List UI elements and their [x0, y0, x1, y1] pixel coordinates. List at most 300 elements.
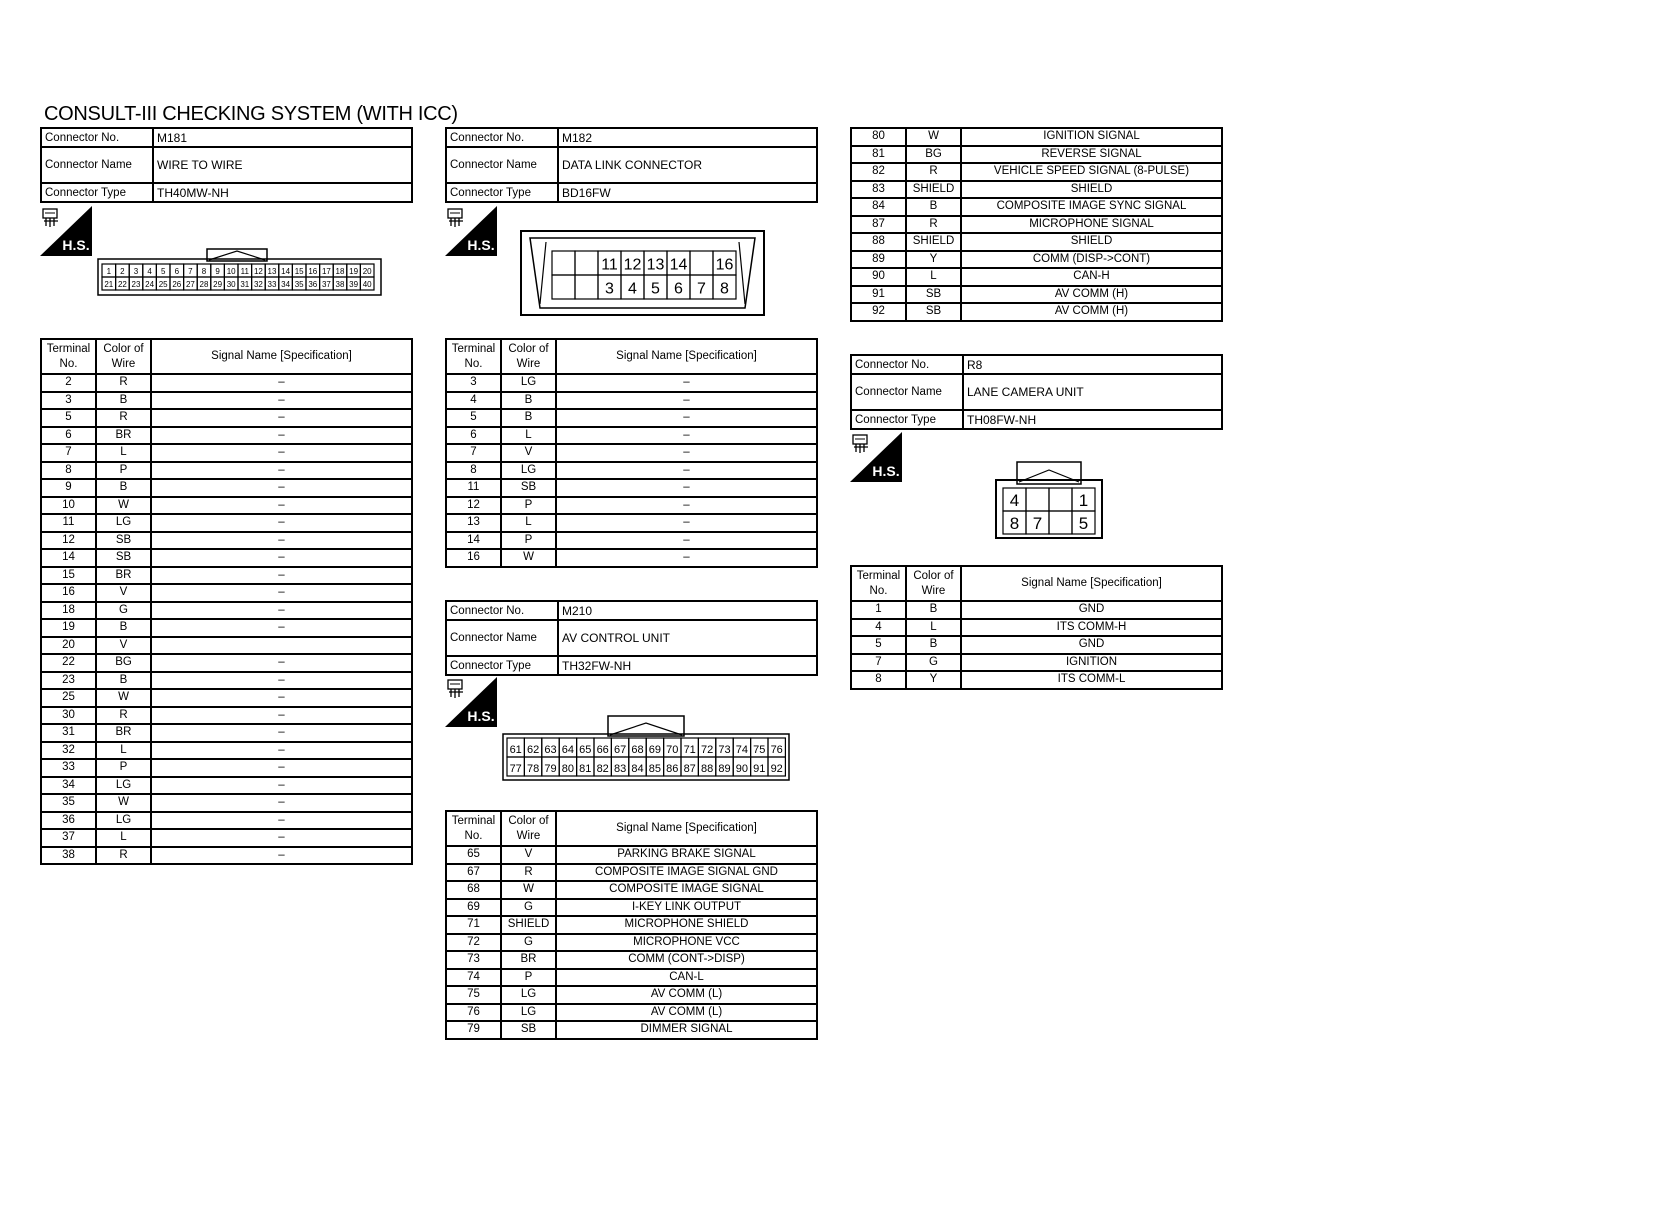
pin-number: 32 [253, 280, 263, 290]
cell-color: R [96, 374, 151, 392]
pin-cell [552, 251, 575, 275]
cell-terminal: 72 [446, 934, 501, 952]
connector-no: M210 [558, 601, 817, 620]
cell-signal: – [151, 707, 412, 725]
cell-color: L [96, 444, 151, 462]
pin-number: 18 [335, 267, 345, 277]
header-terminal: Terminal No. [41, 339, 96, 374]
connector-m210-face [502, 712, 792, 782]
connector-type: TH40MW-NH [153, 183, 412, 202]
cell-signal: COMPOSITE IMAGE SYNC SIGNAL [961, 198, 1222, 216]
cell-color: B [501, 392, 556, 410]
pin-number: 6 [174, 267, 180, 277]
cell-terminal: 79 [446, 1021, 501, 1039]
table-row [41, 392, 412, 410]
connector-no: R8 [963, 355, 1222, 374]
pin-number: 7 [188, 267, 193, 277]
cell-terminal: 12 [41, 532, 96, 550]
cell-color: B [906, 636, 961, 654]
cell-color: Y [906, 671, 961, 689]
cell-signal: – [151, 462, 412, 480]
cell-signal: VEHICLE SPEED SIGNAL (8-PULSE) [961, 163, 1222, 181]
cell-signal: – [151, 724, 412, 742]
table-row [446, 444, 817, 462]
cell-color: BG [96, 654, 151, 672]
table-row [41, 479, 412, 497]
pin-number: 12 [253, 267, 263, 277]
connector-m182-face [520, 230, 765, 318]
pin-number: 5 [1078, 513, 1089, 533]
cell-terminal: 8 [851, 671, 906, 689]
pin-number: 77 [509, 762, 522, 775]
cell-signal: – [151, 444, 412, 462]
hs-label: H.S. [62, 237, 90, 253]
table-row [851, 654, 1222, 672]
table-row [851, 128, 1222, 146]
connector-type: BD16FW [558, 183, 817, 202]
cell-signal: – [556, 514, 817, 532]
cell-terminal: 5 [41, 409, 96, 427]
pin-number: 33 [267, 280, 277, 290]
cell-terminal: 36 [41, 812, 96, 830]
pin-cell [1049, 511, 1072, 534]
cell-signal: MICROPHONE SHIELD [556, 916, 817, 934]
label-type: Connector Type [41, 183, 153, 202]
pin-number: 84 [631, 762, 644, 775]
table-row [41, 462, 412, 480]
cell-color: B [96, 619, 151, 637]
table-row [41, 794, 412, 812]
connector-m210-pin-table-cont [850, 127, 1223, 322]
cell-color: BR [96, 427, 151, 445]
pin-number: 7 [697, 280, 706, 298]
cell-terminal: 31 [41, 724, 96, 742]
table-row [41, 637, 412, 655]
cell-signal: – [151, 689, 412, 707]
cell-signal: – [556, 497, 817, 515]
cell-color: L [501, 427, 556, 445]
connector-name: DATA LINK CONNECTOR [558, 147, 817, 183]
connector-m182-info [445, 127, 818, 203]
cell-terminal: 92 [851, 303, 906, 321]
pin-number: 87 [683, 762, 696, 775]
cell-signal: – [151, 812, 412, 830]
table-row [41, 619, 412, 637]
cell-terminal: 32 [41, 742, 96, 760]
pin-number: 1 [1078, 490, 1089, 510]
cell-color: SHIELD [906, 181, 961, 199]
pin-number: 91 [753, 762, 766, 775]
table-row [446, 392, 817, 410]
label-no: Connector No. [446, 601, 558, 620]
pin-number: 5 [160, 267, 166, 277]
hand-icon [448, 209, 463, 227]
cell-signal: – [151, 777, 412, 795]
header-terminal: Terminal No. [851, 566, 906, 601]
table-row [41, 672, 412, 690]
table-row [851, 233, 1222, 251]
pin-number: 92 [770, 762, 783, 775]
cell-terminal: 30 [41, 707, 96, 725]
cell-color: V [96, 637, 151, 655]
header-signal: Signal Name [Specification] [961, 566, 1222, 601]
pin-number: 11 [601, 256, 618, 274]
table-row [41, 532, 412, 550]
cell-color: SB [501, 1021, 556, 1039]
cell-signal: – [556, 392, 817, 410]
header-signal: Signal Name [Specification] [151, 339, 412, 374]
hs-icon [40, 206, 92, 256]
pin-number: 86 [666, 762, 679, 775]
pin-number: 10 [226, 267, 236, 277]
header-terminal: Terminal No. [446, 811, 501, 846]
cell-terminal: 15 [41, 567, 96, 585]
cell-color: SB [501, 479, 556, 497]
pin-number: 11 [240, 267, 249, 277]
cell-color: LG [501, 1004, 556, 1022]
cell-terminal: 5 [851, 636, 906, 654]
pin-number: 69 [648, 743, 662, 756]
pin-number: 29 [213, 280, 223, 290]
cell-signal: COMPOSITE IMAGE SIGNAL [556, 881, 817, 899]
cell-signal: REVERSE SIGNAL [961, 146, 1222, 164]
cell-signal: – [556, 479, 817, 497]
cell-terminal: 90 [851, 268, 906, 286]
hand-icon [853, 435, 868, 453]
table-row [446, 986, 817, 1004]
pin-number: 13 [646, 256, 665, 274]
table-row [851, 303, 1222, 321]
cell-terminal: 81 [851, 146, 906, 164]
cell-signal: – [151, 497, 412, 515]
label-no: Connector No. [851, 355, 963, 374]
cell-signal: – [151, 392, 412, 410]
pin-number: 16 [715, 256, 734, 274]
cell-color: Y [906, 251, 961, 269]
table-row [446, 864, 817, 882]
cell-terminal: 16 [446, 549, 501, 567]
table-row [41, 602, 412, 620]
cell-color: SHIELD [501, 916, 556, 934]
pin-cell [552, 275, 575, 299]
table-row [851, 181, 1222, 199]
cell-terminal: 8 [446, 462, 501, 480]
cell-terminal: 34 [41, 777, 96, 795]
cell-signal: – [556, 427, 817, 445]
cell-signal: I-KEY LINK OUTPUT [556, 899, 817, 917]
cell-signal: – [151, 374, 412, 392]
table-row [446, 549, 817, 567]
cell-terminal: 13 [446, 514, 501, 532]
pin-number: 20 [362, 267, 372, 277]
cell-color: V [501, 846, 556, 864]
table-row [851, 216, 1222, 234]
cell-color: B [501, 409, 556, 427]
pin-number: 3 [605, 280, 614, 298]
label-type: Connector Type [446, 656, 558, 675]
pin-cell [1049, 488, 1072, 511]
cell-terminal: 22 [41, 654, 96, 672]
connector-name: AV CONTROL UNIT [558, 620, 817, 656]
cell-signal: DIMMER SIGNAL [556, 1021, 817, 1039]
cell-signal: – [151, 567, 412, 585]
cell-terminal: 73 [446, 951, 501, 969]
pin-number: 64 [561, 743, 575, 756]
table-row [41, 444, 412, 462]
cell-terminal: 2 [41, 374, 96, 392]
cell-terminal: 89 [851, 251, 906, 269]
cell-signal: MICROPHONE VCC [556, 934, 817, 952]
connector-r8-info [850, 354, 1223, 430]
cell-signal: – [556, 374, 817, 392]
pin-number: 14 [669, 256, 688, 274]
cell-terminal: 69 [446, 899, 501, 917]
connector-r8-face [995, 458, 1105, 540]
table-row [446, 514, 817, 532]
cell-terminal: 65 [446, 846, 501, 864]
cell-signal: IGNITION [961, 654, 1222, 672]
cell-terminal: 3 [446, 374, 501, 392]
table-row [446, 497, 817, 515]
cell-signal: – [151, 409, 412, 427]
cell-color: L [906, 619, 961, 637]
pin-number: 7 [1032, 513, 1043, 533]
table-row [446, 1004, 817, 1022]
pin-number: 4 [147, 267, 152, 277]
pin-number: 75 [753, 743, 766, 756]
cell-terminal: 20 [41, 637, 96, 655]
pin-number: 14 [281, 267, 291, 277]
cell-color: B [96, 392, 151, 410]
table-row [851, 198, 1222, 216]
cell-color: R [501, 864, 556, 882]
cell-signal: – [151, 602, 412, 620]
cell-signal: – [151, 427, 412, 445]
cell-signal: GND [961, 601, 1222, 619]
table-row [41, 654, 412, 672]
cell-terminal: 88 [851, 233, 906, 251]
cell-terminal: 76 [446, 1004, 501, 1022]
pin-cell [575, 275, 598, 299]
cell-terminal: 11 [446, 479, 501, 497]
cell-signal: COMPOSITE IMAGE SIGNAL GND [556, 864, 817, 882]
table-row [41, 777, 412, 795]
table-row [41, 584, 412, 602]
cell-color: W [96, 689, 151, 707]
cell-terminal: 1 [851, 601, 906, 619]
pin-number: 62 [526, 743, 540, 756]
header-color: Color of Wire [906, 566, 961, 601]
cell-terminal: 18 [41, 602, 96, 620]
cell-color: R [906, 163, 961, 181]
connector-name: LANE CAMERA UNIT [963, 374, 1222, 410]
connector-m182-pin-table [445, 338, 818, 568]
cell-terminal: 33 [41, 759, 96, 777]
cell-signal: – [151, 742, 412, 760]
pin-number: 6 [674, 280, 683, 298]
table-row [851, 286, 1222, 304]
cell-signal: CAN-L [556, 969, 817, 987]
table-row [41, 829, 412, 847]
pin-number: 38 [335, 280, 345, 290]
pin-number: 9 [215, 267, 220, 277]
table-row [41, 549, 412, 567]
cell-terminal: 75 [446, 986, 501, 1004]
table-row [446, 374, 817, 392]
header-signal: Signal Name [Specification] [556, 339, 817, 374]
cell-color: G [906, 654, 961, 672]
cell-signal: CAN-H [961, 268, 1222, 286]
cell-color: LG [501, 986, 556, 1004]
pin-number: 3 [133, 267, 139, 277]
table-row [851, 163, 1222, 181]
cell-color: R [96, 847, 151, 865]
cell-terminal: 6 [446, 427, 501, 445]
cell-color: BR [96, 567, 151, 585]
cell-terminal: 67 [446, 864, 501, 882]
table-row [446, 899, 817, 917]
pin-number: 67 [613, 743, 627, 756]
cell-signal: – [151, 759, 412, 777]
pin-number: 65 [579, 743, 592, 756]
cell-color: SB [96, 532, 151, 550]
table-row [446, 409, 817, 427]
cell-color: W [906, 128, 961, 146]
cell-terminal: 84 [851, 198, 906, 216]
hs-icon [445, 677, 497, 727]
cell-signal: – [556, 444, 817, 462]
pin-number: 8 [201, 267, 207, 277]
label-name: Connector Name [446, 620, 558, 656]
cell-terminal: 68 [446, 881, 501, 899]
cell-terminal: 7 [41, 444, 96, 462]
cell-signal: AV COMM (L) [556, 986, 817, 1004]
connector-no: M182 [558, 128, 817, 147]
cell-signal: – [151, 532, 412, 550]
table-row [851, 619, 1222, 637]
cell-terminal: 38 [41, 847, 96, 865]
cell-terminal: 11 [41, 514, 96, 532]
cell-terminal: 37 [41, 829, 96, 847]
pin-number: 24 [145, 280, 155, 290]
pin-number: 8 [720, 280, 729, 298]
cell-terminal: 71 [446, 916, 501, 934]
pin-number: 76 [770, 743, 783, 756]
pin-number: 70 [666, 743, 679, 756]
cell-color: L [96, 829, 151, 847]
cell-color: SB [906, 286, 961, 304]
table-row [446, 1021, 817, 1039]
label-no: Connector No. [446, 128, 558, 147]
cell-signal: – [556, 532, 817, 550]
connector-m181-info [40, 127, 413, 203]
table-row [41, 707, 412, 725]
cell-color: SB [906, 303, 961, 321]
table-row [41, 374, 412, 392]
cell-terminal: 74 [446, 969, 501, 987]
cell-color: V [501, 444, 556, 462]
pin-number: 78 [526, 762, 540, 775]
pin-number: 22 [117, 280, 127, 290]
pin-number: 68 [631, 743, 644, 756]
cell-terminal: 5 [446, 409, 501, 427]
pin-number: 85 [648, 762, 662, 775]
cell-terminal: 19 [41, 619, 96, 637]
pin-number: 15 [294, 267, 304, 277]
connector-type: TH32FW-NH [558, 656, 817, 675]
pin-number: 30 [226, 280, 236, 290]
pin-number: 4 [1009, 490, 1020, 510]
cell-color: L [906, 268, 961, 286]
pin-number: 23 [131, 280, 141, 290]
cell-color: B [96, 479, 151, 497]
cell-signal: – [556, 549, 817, 567]
cell-color: P [96, 462, 151, 480]
header-color: Color of Wire [501, 339, 556, 374]
cell-terminal: 4 [446, 392, 501, 410]
cell-terminal: 82 [851, 163, 906, 181]
cell-signal: – [556, 409, 817, 427]
connector-m210-pin-table [445, 810, 818, 1040]
cell-color: G [501, 934, 556, 952]
pin-number: 40 [362, 280, 372, 290]
cell-color: R [906, 216, 961, 234]
cell-signal: – [151, 479, 412, 497]
pin-number: 17 [321, 267, 331, 277]
cell-color: W [96, 794, 151, 812]
pin-number: 89 [718, 762, 731, 775]
table-row [851, 601, 1222, 619]
pin-cell [690, 251, 713, 275]
cell-color: LG [96, 777, 151, 795]
cell-color: LG [96, 514, 151, 532]
cell-signal: PARKING BRAKE SIGNAL [556, 846, 817, 864]
table-row [41, 497, 412, 515]
cell-terminal: 9 [41, 479, 96, 497]
cell-terminal: 7 [446, 444, 501, 462]
header-signal: Signal Name [Specification] [556, 811, 817, 846]
cell-color: LG [96, 812, 151, 830]
cell-terminal: 8 [41, 462, 96, 480]
pin-number: 4 [628, 280, 637, 298]
pin-number: 36 [308, 280, 318, 290]
pin-number: 66 [596, 743, 609, 756]
pin-number: 5 [651, 280, 660, 298]
hs-icon [850, 432, 902, 482]
cell-signal: ITS COMM-L [961, 671, 1222, 689]
cell-color: W [96, 497, 151, 515]
table-row [851, 671, 1222, 689]
table-row [446, 427, 817, 445]
cell-signal: – [151, 654, 412, 672]
pin-number: 19 [349, 267, 359, 277]
pin-number: 28 [199, 280, 209, 290]
pin-number: 26 [172, 280, 182, 290]
table-row [446, 462, 817, 480]
cell-terminal: 91 [851, 286, 906, 304]
cell-terminal: 25 [41, 689, 96, 707]
connector-m181-face [97, 247, 382, 297]
table-row [446, 951, 817, 969]
connector-m181-pin-table [40, 338, 413, 865]
table-row [446, 969, 817, 987]
cell-color: R [96, 409, 151, 427]
table-row [41, 724, 412, 742]
hs-icon [445, 206, 497, 256]
cell-terminal: 12 [446, 497, 501, 515]
cell-signal: – [151, 549, 412, 567]
cell-signal: – [556, 462, 817, 480]
